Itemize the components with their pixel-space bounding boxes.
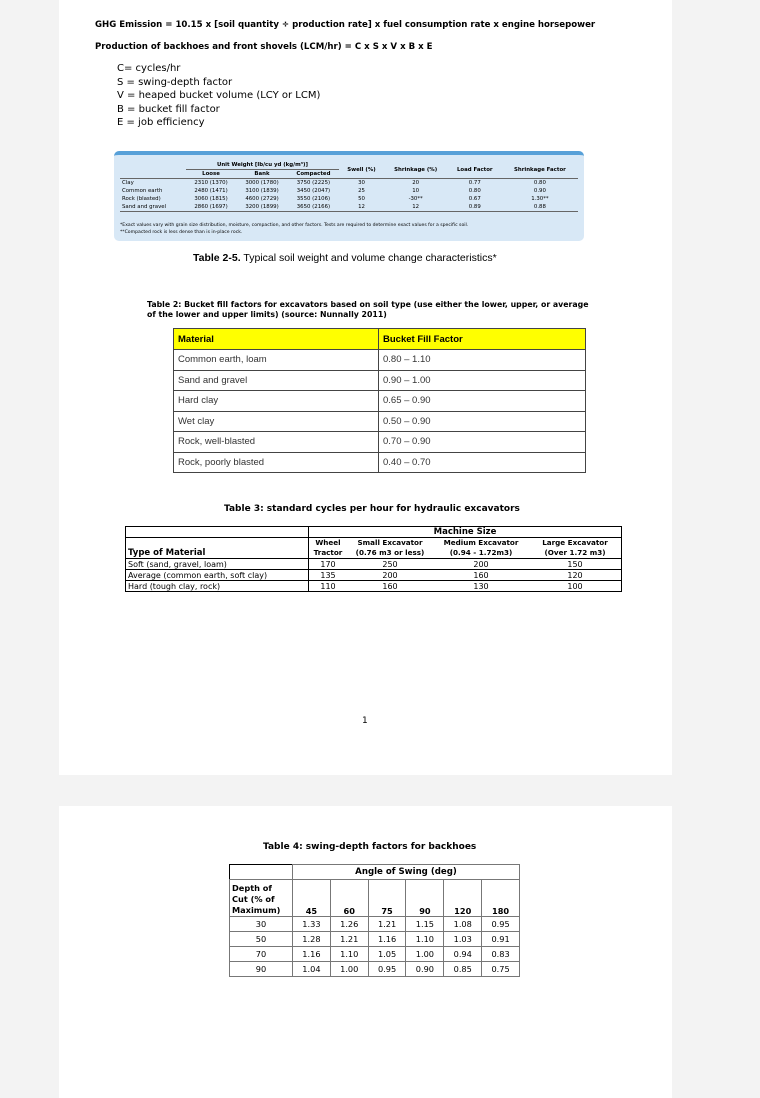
table-cell: 200 — [473, 559, 489, 569]
table-cell: 150 — [567, 559, 583, 569]
table-cell: 110 — [320, 581, 336, 591]
table-cell: 0.40 – 0.70 — [379, 452, 586, 473]
bucket-fill-table — [173, 328, 586, 473]
column-header: 45 — [293, 880, 331, 917]
table-cell: 0.65 – 0.90 — [379, 391, 586, 412]
column-header: Loose — [202, 171, 220, 177]
caption-text: Typical soil weight and volume change characteristics* — [243, 252, 497, 264]
table4-caption: Table 4: swing-depth factors for backhoes — [263, 842, 477, 852]
table-cell: 1.10 — [406, 932, 444, 947]
table-cell: 25 — [358, 188, 365, 194]
table-cell: 100 — [567, 581, 583, 591]
table-cell: Hard (tough clay, rock) — [126, 581, 309, 592]
table-row — [230, 962, 520, 977]
table-cell: 12 — [358, 204, 365, 210]
table-cell: 0.80 — [533, 180, 546, 186]
column-header: 90 — [406, 880, 444, 917]
table-cell: 160 — [382, 581, 398, 591]
table-cell: 1.15 — [406, 917, 444, 932]
table-cell: 2310 (1370) — [194, 180, 228, 186]
column-header: 60 — [330, 880, 368, 917]
table-cell: 30 — [358, 180, 365, 186]
table-cell: 3000 (1780) — [245, 180, 279, 186]
table-cell: 0.83 — [482, 947, 520, 962]
table-row — [126, 559, 622, 570]
table-row — [126, 581, 622, 592]
table-cell: 200 — [382, 570, 398, 580]
table-row — [174, 411, 586, 432]
column-header: Type of Material — [126, 538, 309, 559]
column-header: Medium Excavator (0.94 - 1.72m3) — [443, 538, 519, 557]
table-cell: 3060 (1815) — [194, 196, 228, 202]
column-header: Wheel Tractor — [313, 538, 343, 557]
table-cell: 1.26 — [330, 917, 368, 932]
table-cell: 0.80 – 1.10 — [379, 350, 586, 371]
ghg-formula: GHG Emission = 10.15 x [soil quantity ÷ production rate] x fuel consumption rate x engine horsepower — [95, 20, 596, 30]
table-cell: 3450 (2047) — [296, 188, 331, 194]
table-cell: 3650 (2166) — [296, 204, 331, 210]
table-cell: 135 — [320, 570, 336, 580]
table-cell: 0.95 — [482, 917, 520, 932]
table-cell: 1.21 — [330, 932, 368, 947]
table-row — [230, 932, 520, 947]
table-cell: 1.03 — [444, 932, 482, 947]
table-cell: 50 — [230, 932, 293, 947]
unit-weight-header: Unit Weight [lb/cu yd (kg/m³)] — [186, 161, 340, 170]
column-header: 75 — [368, 880, 406, 917]
definition-line: E = job efficiency — [117, 117, 205, 128]
table-cell: Rock, well-blasted — [174, 432, 379, 453]
table-cell: 0.88 — [533, 204, 546, 210]
table-cell: 2480 (1471) — [194, 188, 228, 194]
table-cell: 0.80 — [468, 188, 481, 194]
table-row — [174, 370, 586, 391]
column-header: Compacted — [296, 171, 331, 177]
table-cell: 0.67 — [468, 196, 481, 202]
definition-line: C= cycles/hr — [117, 63, 181, 74]
table-row — [120, 203, 578, 212]
table-cell: Common earth, loam — [174, 350, 379, 371]
table-cell: Soft (sand, gravel, loam) — [126, 559, 309, 570]
table-cell: 120 — [567, 570, 583, 580]
table-cell: Sand and gravel — [122, 204, 167, 210]
table2-caption: Table 2: Bucket fill factors for excavators based on soil type (use either the lower, upper, or average of the lower and upper limits) (source: Nunnally 2011) — [147, 300, 589, 319]
table-row — [126, 570, 622, 581]
page-number: 1 — [362, 716, 368, 726]
footnote: *Exact values vary with grain size distribution, moisture, compaction, and other factors. Tests are required to determine exact values for a specific soil. — [120, 223, 469, 228]
angle-of-swing-header: Angle of Swing (deg) — [293, 865, 520, 880]
table-cell: Rock (blasted) — [122, 196, 161, 202]
document-page-2 — [59, 806, 672, 1098]
table-cell: Sand and gravel — [174, 370, 379, 391]
cycles-table — [125, 526, 622, 592]
table-cell: 160 — [473, 570, 489, 580]
machine-size-header: Machine Size — [433, 527, 497, 537]
table-row — [230, 917, 520, 932]
soil-table-caption — [193, 252, 497, 264]
table-cell: 3100 (1839) — [245, 188, 279, 194]
table-cell: 90 — [230, 962, 293, 977]
table-cell: 0.90 – 1.00 — [379, 370, 586, 391]
table-cell: 1.16 — [293, 947, 331, 962]
table-cell: -30** — [408, 196, 423, 202]
table-cell: 0.89 — [468, 204, 481, 210]
soil-weight-table — [120, 161, 578, 212]
table-cell: 170 — [320, 559, 336, 569]
table-row — [174, 391, 586, 412]
definition-line: B = bucket fill factor — [117, 103, 220, 115]
table-cell: 130 — [473, 581, 489, 591]
table-cell: Wet clay — [174, 411, 379, 432]
column-header: Bank — [254, 171, 270, 177]
table-cell: Hard clay — [174, 391, 379, 412]
table-cell: 4600 (2729) — [245, 196, 279, 202]
table-cell: 0.70 – 0.90 — [379, 432, 586, 453]
table-cell: 250 — [382, 559, 398, 569]
variable-definitions — [117, 62, 320, 130]
table-row — [230, 947, 520, 962]
column-header: Large Excavator (Over 1.72 m3) — [542, 538, 608, 557]
table-cell: 3550 (2106) — [296, 196, 331, 202]
column-header: Small Excavator (0.76 m3 or less) — [355, 538, 425, 557]
table-cell: 0.90 — [406, 962, 444, 977]
column-header: Depth of Cut (% of Maximum) — [230, 880, 293, 917]
table-cell: Average (common earth, soft clay) — [126, 570, 309, 581]
column-header: Bucket Fill Factor — [379, 329, 586, 350]
table-cell: 0.50 – 0.90 — [379, 411, 586, 432]
column-header: 180 — [482, 880, 520, 917]
column-header: Shrinkage (%) — [394, 166, 438, 173]
table-cell: 0.91 — [482, 932, 520, 947]
table-cell: 1.05 — [368, 947, 406, 962]
production-formula: Production of backhoes and front shovels (LCM/hr) = C x S x V x B x E — [95, 42, 433, 52]
table-cell: 1.33 — [293, 917, 331, 932]
definition-line: S = swing-depth factor — [117, 76, 233, 88]
table-cell: 0.90 — [533, 188, 546, 194]
table-cell: 2860 (1697) — [194, 204, 228, 210]
table-cell: 1.04 — [293, 962, 331, 977]
table-cell: 0.77 — [468, 180, 481, 186]
table-cell: 1.21 — [368, 917, 406, 932]
table-row — [174, 452, 586, 473]
table-cell: 20 — [412, 180, 420, 186]
table-cell: 30 — [230, 917, 293, 932]
table-cell: 1.16 — [368, 932, 406, 947]
table-footnotes — [120, 222, 468, 236]
footnote: **Compacted rock is less dense than is in-place rock. — [120, 230, 243, 235]
table-row — [120, 179, 578, 188]
table-cell: Common earth — [122, 188, 163, 194]
table-cell: 50 — [358, 196, 365, 202]
table-cell: 1.30** — [531, 196, 549, 202]
table-cell: 3750 (2225) — [296, 180, 331, 186]
soil-weight-table-image — [114, 151, 584, 241]
table-cell: 1.00 — [406, 947, 444, 962]
table-cell: Rock, poorly blasted — [174, 452, 379, 473]
table-cell: 70 — [230, 947, 293, 962]
table-cell: 0.95 — [368, 962, 406, 977]
table-row — [174, 350, 586, 371]
caption-label: Table 2-5. — [193, 252, 241, 264]
table-cell: 1.10 — [330, 947, 368, 962]
table-cell: Clay — [122, 180, 134, 186]
table3-caption: Table 3: standard cycles per hour for hydraulic excavators — [224, 504, 520, 514]
table-cell: 10 — [412, 188, 420, 194]
swing-depth-table — [229, 864, 520, 977]
column-header: Load Factor — [456, 166, 493, 173]
table-cell: 0.75 — [482, 962, 520, 977]
table-cell: 3200 (1899) — [245, 204, 279, 210]
table-cell: 1.08 — [444, 917, 482, 932]
column-header: Material — [174, 329, 379, 350]
table-cell: 1.00 — [330, 962, 368, 977]
table-row — [174, 432, 586, 453]
table-cell: 1.28 — [293, 932, 331, 947]
column-header: Swell (%) — [347, 166, 376, 173]
column-header: Shrinkage Factor — [513, 166, 566, 173]
table-cell: 0.94 — [444, 947, 482, 962]
table-row — [120, 195, 578, 203]
table-cell: 12 — [412, 204, 420, 210]
column-header: 120 — [444, 880, 482, 917]
table-row — [120, 187, 578, 195]
table-cell: 0.85 — [444, 962, 482, 977]
document-page-1 — [59, 0, 672, 775]
definition-line: V = heaped bucket volume (LCY or LCM) — [117, 90, 321, 101]
